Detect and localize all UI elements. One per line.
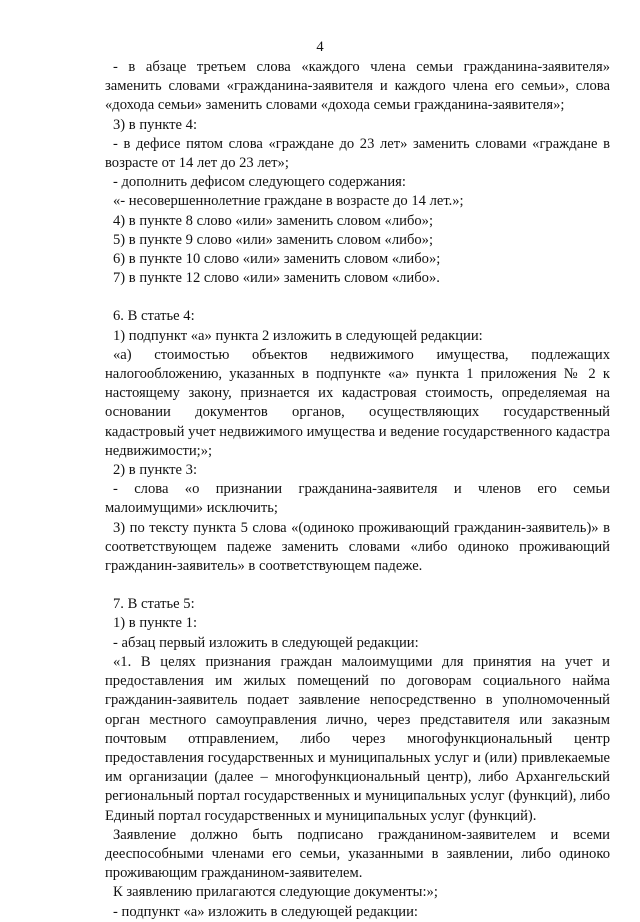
paragraph: «- несовершеннолетние граждане в возрасте до 14 лет.»; bbox=[113, 193, 464, 210]
paragraph: 4) в пункте 8 слово «или» заменить словом «либо»; bbox=[113, 212, 434, 229]
paragraph: 1) в пункте 1: bbox=[113, 615, 198, 632]
paragraph: 1) подпункт «а» пункта 2 изложить в следующей редакции: bbox=[113, 327, 483, 344]
paragraph: 3) по тексту пункта 5 слова «(одиноко проживающий гражданин-заявитель)» в соответствующем падеже заменить словами «либо одиноко проживающий гражданин-заявитель» в соответствующем падеже. bbox=[105, 519, 610, 575]
paragraph: 6) в пункте 10 слово «или» заменить словом «либо»; bbox=[113, 251, 441, 268]
blank-line bbox=[105, 576, 610, 595]
paragraph: - в дефисе пятом слова «граждане до 23 лет» заменить словами «граждане в возрасте от 14 лет до 23 лет»; bbox=[105, 135, 610, 172]
paragraph: - абзац первый изложить в следующей редакции: bbox=[113, 634, 419, 651]
paragraph: 3) в пункте 4: bbox=[113, 116, 198, 133]
paragraph: «1. В целях признания граждан малоимущими для принятия на учет и предоставления им жилых помещений по договорам социального найма гражданин-заявитель подает заявление непосредственно в уполномоченный орган местного самоуправления лично, через представителя или заказным почтовым отправлением, либо через многофункциональный центр предоставления государственных и муниципальных услуг и (или) привлекаемые им организации (далее – многофункциональный центр), либо Архангельский региональный портал государственных и муниципальных услуг (функций), либо Единый портал государственных и муниципальных услуг (функций). bbox=[105, 653, 610, 824]
paragraph: 2) в пункте 3: bbox=[113, 462, 198, 479]
paragraph: Заявление должно быть подписано гражданином-заявителем и всеми дееспособными членами его семьи, указанными в заявлении, либо одиноко проживающим гражданином-заявителем. bbox=[105, 826, 610, 882]
section-heading: 6. В статье 4: bbox=[113, 308, 195, 325]
paragraph: - в абзаце третьем слова «каждого члена семьи гражданина-заявителя» заменить словами «гражданина-заявителя и каждого члена его семьи», слова «дохода семьи» заменить словами «дохода семьи гражданина-заявителя»; bbox=[105, 59, 610, 114]
document-body bbox=[105, 58, 610, 922]
page-number: 4 bbox=[316, 39, 324, 55]
paragraph: - дополнить дефисом следующего содержания: bbox=[113, 174, 406, 191]
blank-line bbox=[105, 288, 610, 307]
paragraph: - слова «о признании гражданина-заявителя и членов его семьи малоимущими» исключить; bbox=[105, 481, 610, 517]
section-heading: 7. В статье 5: bbox=[113, 596, 195, 613]
paragraph: 5) в пункте 9 слово «или» заменить словом «либо»; bbox=[113, 231, 434, 248]
paragraph: К заявлению прилагаются следующие документы:»; bbox=[113, 884, 438, 901]
paragraph: 7) в пункте 12 слово «или» заменить словом «либо». bbox=[113, 270, 440, 287]
paragraph: «а) стоимостью объектов недвижимого имущества, подлежащих налогообложению, указанных в подпункте «а» пункта 1 приложения № 2 к настоящему закону, признается их кадастровая стоимость, определяемая на основании документов органов, осуществляющих государственный кадастровый учет недвижимого имущества и ведение государственного кадастра недвижимости;»; bbox=[105, 346, 610, 459]
paragraph: - подпункт «а» изложить в следующей редакции: bbox=[113, 903, 418, 920]
